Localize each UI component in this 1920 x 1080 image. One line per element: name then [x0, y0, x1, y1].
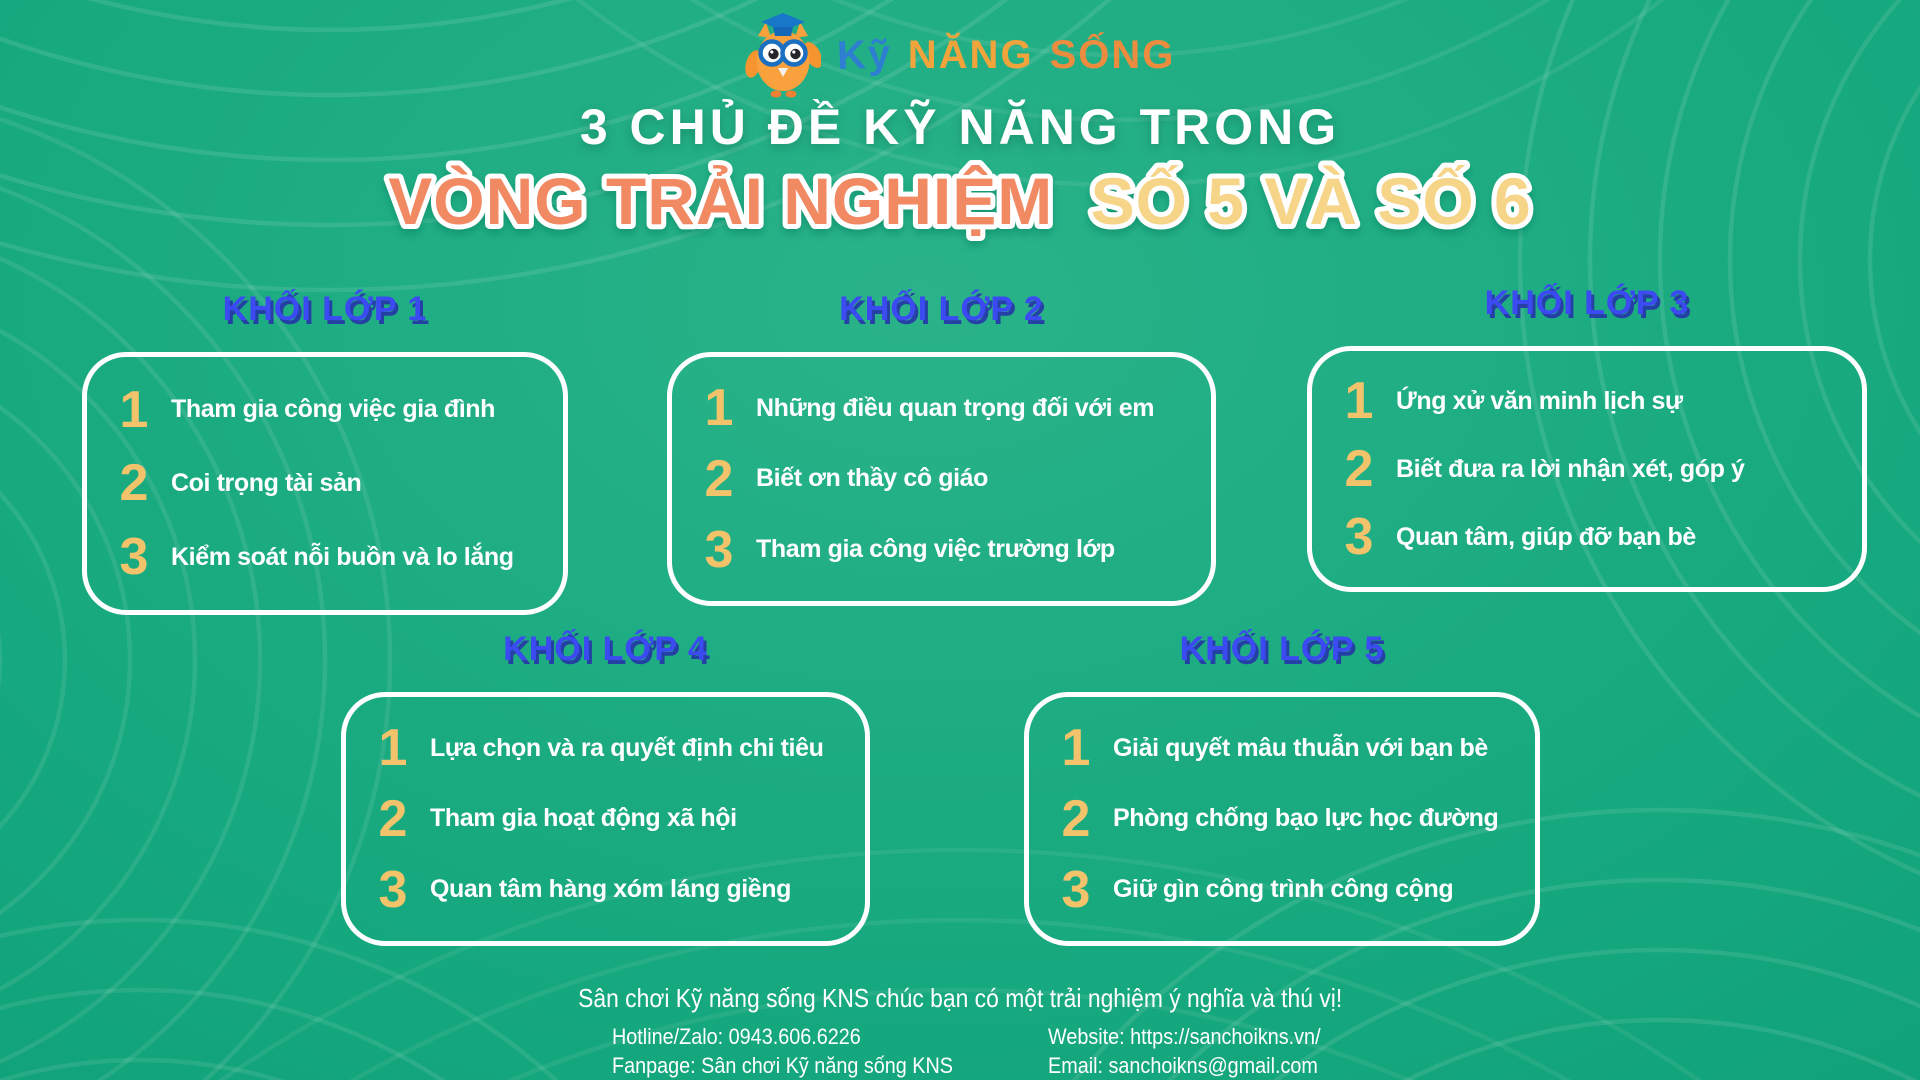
list-item	[111, 380, 539, 439]
item-number: 1	[119, 380, 149, 439]
group-card-khoi-lop-5	[1024, 628, 1540, 946]
list-item	[696, 449, 1187, 508]
item-number: 2	[704, 449, 734, 508]
item-number: 1	[704, 379, 734, 438]
item-text: Biết ơn thầy cô giáo	[756, 464, 989, 493]
footer-contact-left	[612, 1022, 953, 1080]
item-text: Phòng chống bạo lực học đường	[1113, 804, 1499, 833]
subtitle-part-2: SỐ 5 VÀ SỐ 6	[1090, 164, 1532, 238]
group-heading: KHỐI LỚP 5	[1179, 630, 1385, 668]
list-item	[1053, 719, 1511, 778]
item-text: Lựa chọn và ra quyết định chi tiêu	[430, 733, 824, 762]
brand-word-nang: NĂNG	[907, 32, 1034, 77]
list-item	[1053, 789, 1511, 848]
item-number: 1	[378, 719, 408, 778]
list-item	[111, 528, 539, 587]
group-heading: KHỐI LỚP 2	[839, 290, 1044, 328]
group-box	[1024, 692, 1540, 946]
brand-wordmark	[837, 33, 1176, 78]
list-item	[696, 520, 1187, 579]
group-box	[82, 352, 568, 615]
group-heading: KHỐI LỚP 4	[503, 630, 708, 668]
item-number: 2	[378, 789, 408, 848]
item-number: 3	[1061, 860, 1091, 919]
item-text: Ứng xử văn minh lịch sự	[1396, 386, 1683, 415]
subtitle-part-1: VÒNG TRẢI NGHIỆM	[388, 164, 1054, 238]
page-subtitle	[0, 148, 1920, 258]
item-number: 2	[1061, 789, 1091, 848]
item-number: 3	[378, 860, 408, 919]
brand-word-ky: Kỹ	[835, 31, 893, 78]
item-text: Kiểm soát nỗi buồn và lo lắng	[171, 542, 514, 571]
group-card-khoi-lop-2	[667, 288, 1216, 606]
footer-email: Email: sanchoikns@gmail.com	[1048, 1053, 1318, 1078]
brand-word-song: SỐNG	[1049, 32, 1176, 77]
footer-contact-right	[1048, 1022, 1321, 1080]
item-text: Tham gia công việc gia đình	[171, 395, 495, 424]
item-text: Coi trọng tài sản	[171, 468, 362, 497]
item-number: 3	[1344, 508, 1374, 566]
footer-message	[0, 983, 1920, 1014]
item-text: Giải quyết mâu thuẫn với bạn bè	[1113, 733, 1488, 762]
group-card-khoi-lop-1	[82, 288, 568, 615]
group-heading: KHỐI LỚP 3	[1484, 284, 1690, 322]
group-card-khoi-lop-3	[1307, 282, 1867, 592]
list-item	[696, 379, 1187, 438]
item-number: 3	[704, 520, 734, 579]
list-item	[370, 860, 841, 919]
footer-fanpage: Fanpage: Sân chơi Kỹ năng sống KNS	[612, 1053, 954, 1078]
group-card-khoi-lop-4	[341, 628, 870, 946]
group-box	[1307, 346, 1867, 592]
list-item	[1336, 440, 1838, 498]
item-text: Quan tâm, giúp đỡ bạn bè	[1396, 522, 1696, 551]
footer-message-text: Sân chơi Kỹ năng sống KNS chúc bạn có một trải nghiệm ý nghĩa và thú vị!	[577, 983, 1343, 1013]
list-item	[1053, 860, 1511, 919]
brand-logo	[0, 12, 1920, 98]
list-item	[370, 789, 841, 848]
item-text: Quan tâm hàng xóm láng giềng	[430, 875, 792, 904]
item-text: Giữ gìn công trình công cộng	[1113, 875, 1454, 904]
item-text: Tham gia công việc trường lớp	[756, 535, 1115, 564]
item-number: 2	[1344, 440, 1374, 498]
list-item	[111, 454, 539, 513]
list-item	[1336, 372, 1838, 430]
footer-website: Website: https://sanchoikns.vn/	[1048, 1024, 1321, 1049]
list-item	[370, 719, 841, 778]
item-number: 1	[1061, 719, 1091, 778]
owl-graduate-icon	[745, 12, 821, 98]
group-box	[341, 692, 870, 946]
item-number: 1	[1344, 372, 1374, 430]
item-text: Biết đưa ra lời nhận xét, góp ý	[1396, 454, 1745, 483]
item-text: Tham gia hoạt động xã hội	[430, 804, 737, 833]
footer-hotline: Hotline/Zalo: 0943.606.6226	[612, 1024, 861, 1049]
page-title: 3 CHỦ ĐỀ KỸ NĂNG TRONG	[579, 99, 1341, 155]
group-heading: KHỐI LỚP 1	[222, 290, 428, 328]
item-text: Những điều quan trọng đối với em	[756, 393, 1155, 422]
item-number: 2	[119, 454, 149, 513]
item-number: 3	[119, 528, 149, 587]
svg-text:VÒNG TRẢI NGHIỆM SỐ 5 VÀ	[388, 164, 1532, 238]
list-item	[1336, 508, 1838, 566]
group-box	[667, 352, 1216, 606]
